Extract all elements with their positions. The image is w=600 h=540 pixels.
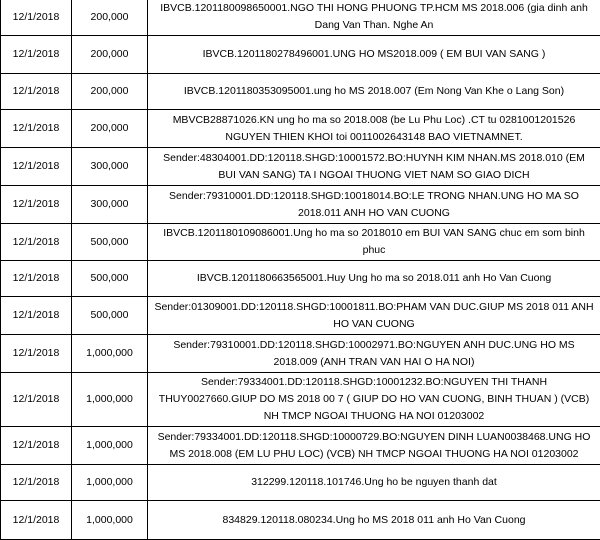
amount-cell: 1,000,000 (72, 335, 148, 373)
amount-cell: 500,000 (72, 261, 148, 297)
table-row (1, 501, 600, 540)
date-cell: 12/1/2018 (1, 110, 72, 148)
amount-cell: 300,000 (72, 148, 148, 186)
amount-cell: 500,000 (72, 224, 148, 261)
description-cell: Sender:79334001.DD:120118.SHGD:10000729.BO:NGUYEN DINH LUAN0038468.UNG HO MS 2018.008 (EM LU PHU LOC) (VCB) NH TMCP NGOAI THUONG HA NOI 01203002 (148, 427, 600, 465)
date-cell: 12/1/2018 (1, 427, 72, 465)
description-cell: IBVCB.1201180098650001.NGO THI HONG PHUONG TP.HCM MS 2018.006 (gia dinh anh Dang Van Than. Nghe An (148, 0, 600, 36)
description-cell: IBVCB.1201180278496001.UNG HO MS2018.009 ( EM BUI VAN SANG ) (148, 36, 600, 74)
table-row (1, 261, 600, 297)
amount-cell: 500,000 (72, 297, 148, 335)
table-row (1, 224, 600, 261)
table-row (1, 427, 600, 465)
amount-cell: 1,000,000 (72, 501, 148, 540)
date-cell: 12/1/2018 (1, 297, 72, 335)
amount-cell: 1,000,000 (72, 465, 148, 501)
description-cell: IBVCB.1201180353095001.ung ho MS 2018.007 (Em Nong Van Khe o Lang Son) (148, 74, 600, 110)
table-row (1, 0, 600, 36)
description-cell: 834829.120118.080234.Ung ho MS 2018 011 anh Ho Van Cuong (148, 501, 600, 540)
description-cell: Sender:01309001.DD:120118.SHGD:10001811.BO:PHAM VAN DUC.GIUP MS 2018 011 ANH HO VAN CUONG (148, 297, 600, 335)
description-cell: IBVCB.1201180663565001.Huy Ung ho ma so 2018.011 anh Ho Van Cuong (148, 261, 600, 297)
date-cell: 12/1/2018 (1, 0, 72, 36)
date-cell: 12/1/2018 (1, 261, 72, 297)
description-cell: Sender:79334001.DD:120118.SHGD:10001232.BO:NGUYEN THI THANH THUY0027660.GIUP DO MS 2018 00 7 ( GIUP DO HO VAN CUONG, BINH THUAN ) (VCB) NH TMCP NGOAI THUONG HA NOI 01203002 (148, 373, 600, 427)
description-cell: Sender:79310001.DD:120118.SHGD:10018014.BO:LE TRONG NHAN.UNG HO MA SO 2018.011 ANH HO VAN CUONG (148, 186, 600, 224)
description-cell: Sender:79310001.DD:120118.SHGD:10002971.BO:NGUYEN ANH DUC.UNG HO MS 2018.009 (ANH TRAN VAN HAI O HA NOI) (148, 335, 600, 373)
date-cell: 12/1/2018 (1, 224, 72, 261)
amount-cell: 1,000,000 (72, 427, 148, 465)
amount-cell: 200,000 (72, 36, 148, 74)
table-row (1, 110, 600, 148)
amount-cell: 200,000 (72, 110, 148, 148)
table-row (1, 74, 600, 110)
date-cell: 12/1/2018 (1, 148, 72, 186)
amount-cell: 1,000,000 (72, 373, 148, 427)
amount-cell: 200,000 (72, 74, 148, 110)
table-row (1, 297, 600, 335)
table-row (1, 465, 600, 501)
table-row (1, 148, 600, 186)
date-cell: 12/1/2018 (1, 335, 72, 373)
description-cell: Sender:48304001.DD:120118.SHGD:10001572.BO:HUYNH KIM NHAN.MS 2018.010 (EM BUI VAN SANG) TA I NGOAI THUONG VIET NAM SO GIAO DICH (148, 148, 600, 186)
amount-cell: 200,000 (72, 0, 148, 36)
table-row (1, 335, 600, 373)
description-cell: MBVCB28871026.KN ung ho ma so 2018.008 (be Lu Phu Loc) .CT tu 0281001201526 NGUYEN THIEN KHOI toi 0011002643148 BAO VIETNAMNET. (148, 110, 600, 148)
description-cell: 312299.120118.101746.Ung ho be nguyen thanh dat (148, 465, 600, 501)
amount-cell: 300,000 (72, 186, 148, 224)
date-cell: 12/1/2018 (1, 373, 72, 427)
date-cell: 12/1/2018 (1, 36, 72, 74)
table-row (1, 373, 600, 427)
table-row (1, 186, 600, 224)
date-cell: 12/1/2018 (1, 501, 72, 540)
table-row (1, 36, 600, 74)
date-cell: 12/1/2018 (1, 186, 72, 224)
description-cell: IBVCB.1201180109086001.Ung ho ma so 2018010 em BUI VAN SANG chuc em som binh phuc (148, 224, 600, 261)
date-cell: 12/1/2018 (1, 465, 72, 501)
date-cell: 12/1/2018 (1, 74, 72, 110)
